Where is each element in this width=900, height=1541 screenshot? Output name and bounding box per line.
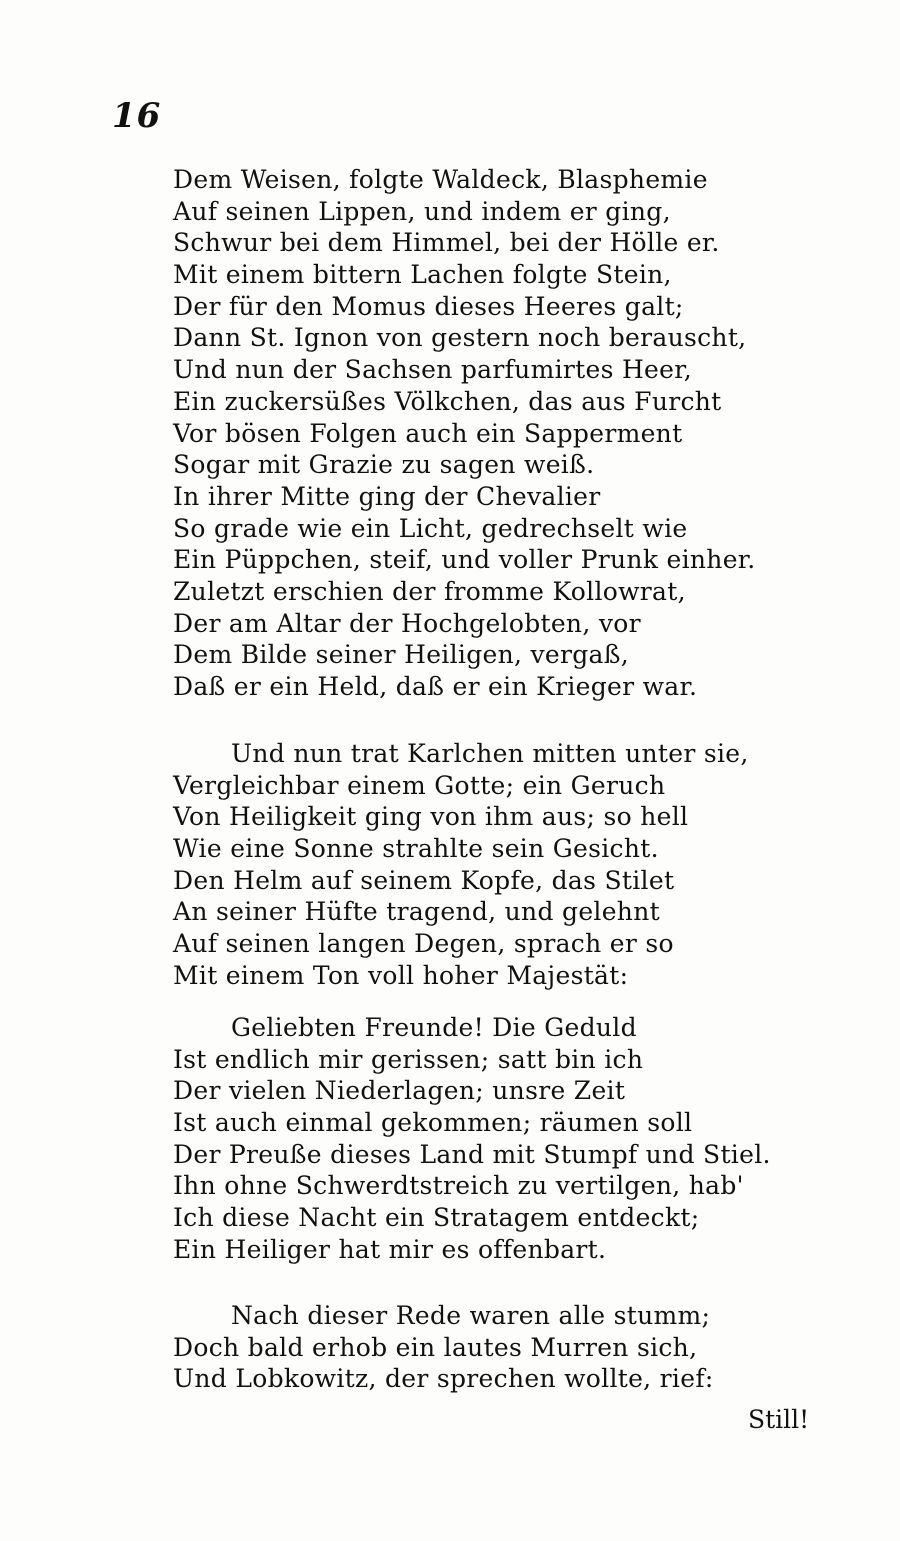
verse-line: Dann St. Ignon von gestern noch berauscht, <box>173 323 747 353</box>
verse-line: Ein Püppchen, steif, und voller Prunk einher. <box>173 545 756 575</box>
verse-line: In ihrer Mitte ging der Chevalier <box>173 481 601 511</box>
verse-line: Ein zuckersüßes Völkchen, das aus Furcht <box>173 386 722 416</box>
verse-line: Doch bald erhob ein lautes Murren sich, <box>173 1332 698 1362</box>
verse-line: Nach dieser Rede waren alle stumm; <box>231 1301 711 1330</box>
stanza-4 <box>173 1300 853 1395</box>
verse-line: Vor bösen Folgen auch ein Sapperment <box>173 418 683 448</box>
stanza-2 <box>173 738 853 992</box>
stanza-3 <box>173 1012 853 1266</box>
verse-line: Vergleichbar einem Gotte; ein Geruch <box>173 770 666 800</box>
verse-line: Sogar mit Grazie zu sagen weiß. <box>173 450 595 480</box>
verse-line: Dem Weisen, folgte Waldeck, Blasphemie <box>173 165 708 194</box>
verse-line: Ich diese Nacht ein Stratagem entdeckt; <box>173 1203 700 1233</box>
verse-line: Und nun der Sachsen parfumirtes Heer, <box>173 355 692 385</box>
verse-line: Der für den Momus dieses Heeres galt; <box>173 291 684 321</box>
verse-line: Der vielen Niederlagen; unsre Zeit <box>173 1076 626 1106</box>
verse-line: Der am Altar der Hochgelobten, vor <box>173 608 641 638</box>
verse-line: Ein Heiliger hat mir es offenbart. <box>173 1234 607 1264</box>
verse-line: Mit einem Ton voll hoher Majestät: <box>173 960 629 990</box>
verse-line: Auf seinen Lippen, und indem er ging, <box>173 196 671 226</box>
verse-line: Ihn ohne Schwerdtstreich zu vertilgen, hab' <box>173 1171 744 1201</box>
catchword: Still! <box>748 1405 810 1434</box>
verse-line: Wie eine Sonne strahlte sein Gesicht. <box>173 834 659 864</box>
verse-line: Mit einem bittern Lachen folgte Stein, <box>173 260 672 290</box>
verse-line: Ist endlich mir gerissen; satt bin ich <box>173 1044 644 1074</box>
verse-line: Und nun trat Karlchen mitten unter sie, <box>231 739 749 768</box>
page-number: 16 <box>112 96 162 136</box>
verse-line: Zuletzt erschien der fromme Kollowrat, <box>173 576 686 606</box>
verse-line: An seiner Hüfte tragend, und gelehnt <box>173 897 660 927</box>
verse-line: Daß er ein Held, daß er ein Krieger war. <box>173 672 698 701</box>
verse-line: Dem Bilde seiner Heiligen, vergaß, <box>173 640 630 670</box>
verse-line: Den Helm auf seinem Kopfe, das Stilet <box>173 865 675 895</box>
verse-line: Schwur bei dem Himmel, bei der Hölle er. <box>173 228 720 258</box>
verse-line: Von Heiligkeit ging von ihm aus; so hell <box>173 802 689 832</box>
verse-line: So grade wie ein Licht, gedrechselt wie <box>173 513 688 543</box>
verse-line: Auf seinen langen Degen, sprach er so <box>173 929 674 959</box>
verse-line: Ist auch einmal gekommen; räumen soll <box>173 1108 693 1138</box>
verse-line: Und Lobkowitz, der sprechen wollte, rief: <box>173 1364 714 1394</box>
verse-line: Der Preuße dieses Land mit Stumpf und Stiel. <box>173 1139 771 1169</box>
verse-line: Geliebten Freunde! Die Geduld <box>231 1013 637 1042</box>
stanza-1 <box>173 164 853 703</box>
